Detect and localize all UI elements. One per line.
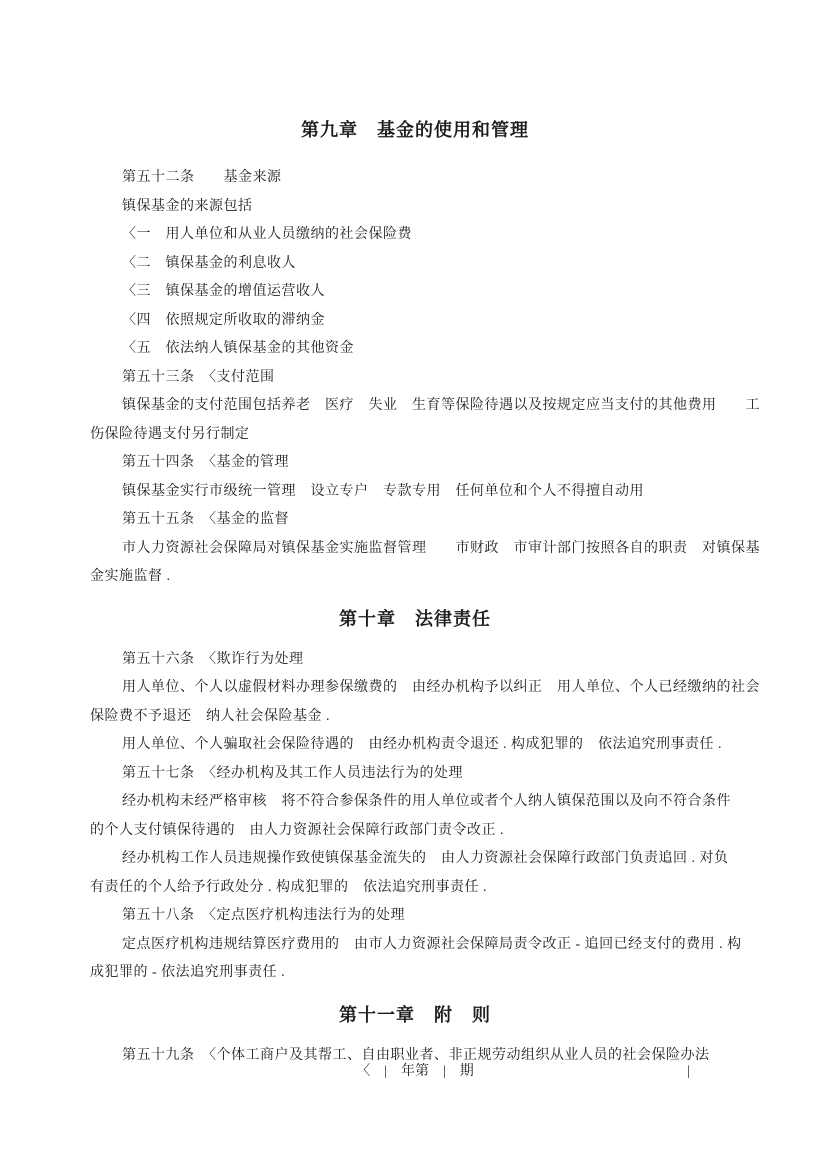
- text-line: 〈一 用人单位和从业人员缴纳的社会保险费: [122, 227, 412, 242]
- footer-issue-label: 〈 | 年第 | 期: [356, 1064, 474, 1079]
- text-line: 经办机构工作人员违规操作致使镇保基金流失的 由人力资源社会保障行政部门负责追回 . 对负: [122, 851, 729, 866]
- text-line: 第五十二条 基金来源: [122, 170, 282, 185]
- text-line: 的个人支付镇保待遇的 由人力资源社会保障行政部门责令改正 .: [90, 822, 504, 838]
- text-line: 保险费不予退还 纳人社会保险基金 .: [90, 708, 330, 724]
- text-line: 第五十三条 〈支付范围: [122, 369, 275, 385]
- text-line: 镇保基金的支付范围包括养老 医疗 失业 生育等保险待遇以及按规定应当支付的其他费用 工: [122, 398, 760, 413]
- text-line: 〈四 依照规定所收取的滞纳金: [122, 312, 325, 328]
- text-line: 金实施监督 .: [90, 569, 171, 584]
- text-line: 镇保基金的来源包括: [122, 198, 253, 214]
- text-line: 第五十九条 〈个体工商户及其帮工、自由职业者、非正规劳动组织从业人员的社会保险办法: [122, 1047, 710, 1063]
- text-line: 用人单位、个人以虚假材料办理参保缴费的 由经办机构予以纠正 用人单位、个人已经缴纳的社会: [122, 680, 760, 695]
- text-line: 镇保基金实行市级统一管理 设立专户 专款专用 任何单位和个人不得擅自动用: [122, 483, 644, 499]
- page-footer: [90, 1062, 740, 1082]
- text-line: 第五十五条 〈基金的监督: [122, 512, 289, 527]
- text-line: 定点医疗机构违规结算医疗费用的 由市人力资源社会保障局责令改正 - 追回已经支付的费用 . 构: [122, 936, 742, 952]
- text-line: 第五十八条 〈定点医疗机构违法行为的处理: [122, 908, 405, 923]
- document-body: [90, 0, 760, 1070]
- text-line: 第五十六条 〈欺诈行为处理: [122, 651, 304, 667]
- text-line: 〈二 镇保基金的利息收人: [122, 255, 296, 271]
- chapter-heading: 第十章 法律责任: [339, 608, 491, 629]
- text-line: 经办机构未经严格审核 将不符合参保条件的用人单位或者个人纳人镇保范围以及向不符合条件: [122, 794, 731, 809]
- chapter-heading: 第十一章 附 则: [339, 1004, 491, 1025]
- text-line: 第五十七条 〈经办机构及其工作人员违法行为的处理: [122, 765, 463, 781]
- text-line: 成犯罪的 - 依法追究刑事责任 .: [90, 965, 286, 980]
- text-line: 第五十四条 〈基金的管理: [122, 455, 289, 470]
- text-line: 伤保险待遇支付另行制定: [90, 426, 250, 442]
- chapter-heading: 第九章 基金的使用和管理: [301, 120, 529, 140]
- text-line: 市人力资源社会保障局对镇保基金实施监督管理 市财政 市审计部门按照各自的职责 对镇保基: [122, 540, 760, 556]
- text-line: 〈五 依法纳人镇保基金的其他资金: [122, 341, 354, 356]
- footer-page-number: |: [687, 1064, 690, 1079]
- text-line: 用人单位、个人骗取社会保险待遇的 由经办机构责令退还 . 构成犯罪的 依法追究刑事责任 .: [122, 737, 722, 752]
- text-line: 〈三 镇保基金的增值运营收人: [122, 284, 325, 299]
- text-line: 有责任的个人给予行政处分 . 构成犯罪的 依法追究刑事责任 .: [90, 879, 487, 895]
